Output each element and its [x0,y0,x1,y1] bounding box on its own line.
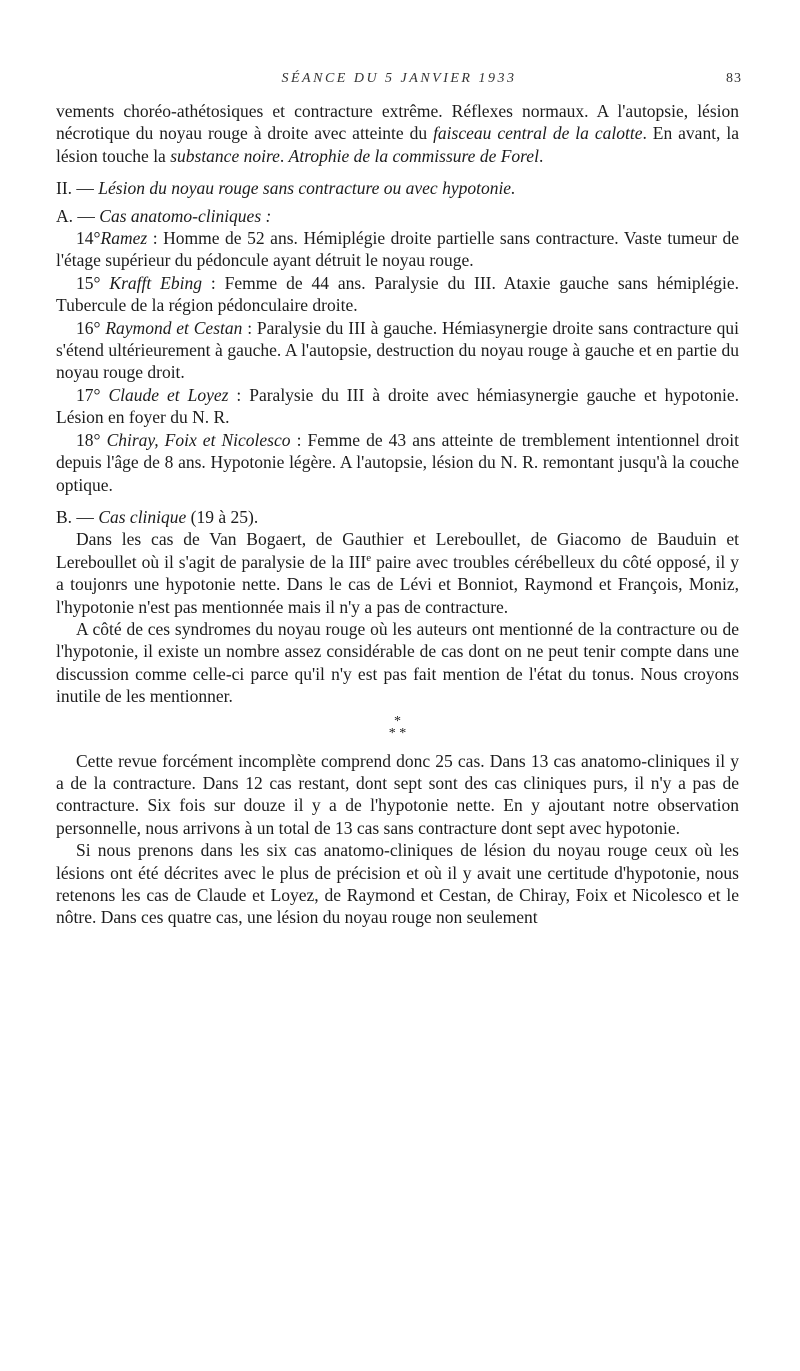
superscript: e [366,551,372,564]
section-heading-ii [56,177,739,199]
case-14 [56,227,739,272]
running-title: SÉANCE DU 5 JANVIER 1933 [281,71,517,86]
text-run: . [279,145,289,166]
case-18 [56,429,739,496]
subsection-heading-b [56,506,739,528]
subsection-title: Cas clinique [98,506,187,527]
body-text [56,100,739,929]
asterism-top: * [394,713,401,729]
asterism-bottom: * * [388,725,407,741]
text-run: vements choréo-athétosiques et contracture extrême. Réflexes normaux. A l'autopsie, lésion nécrotique du noyau rouge à droite avec atteinte du [56,101,739,144]
paragraph-clinical-cases [56,528,739,618]
case-number: 17° [76,384,109,405]
case-text: : Femme de 44 ans. Paralysie du III. Ataxie gauche sans hémiplégie. Tubercule de la région pédonculaire droite. [56,272,740,316]
case-text: : Femme de 43 ans atteinte de tremblement intentionnel droit depuis l'âge de 8 ans. Hypotonie légère. A l'autopsie, lésion du N. R. remontant jusqu'à la couche optique. [56,429,739,495]
section-number: II. — [56,178,99,199]
text-run: Dans les cas de Van Bogaert, de Gauthier et Lereboullet, de Giacomo de Bauduin et Lereboullet où il s'agit de paralysie de la III [56,529,739,572]
paragraph-review-summary: Cette revue forcément incomplète comprend donc 25 cas. Dans 13 cas anatomo-cliniques il y a de la contracture. Dans 12 cas restant, dont sept sont des cas cliniques purs, il n'y a pas de contracture. Six fois sur douze il y a de l'hypotonie nette. En y ajoutant notre observation personnelle, nous arrivons à un total de 13 cas sans contracture dont sept avec hypotonie. [56,750,739,838]
italic-term: faisceau central de la calotte [433,123,643,144]
case-author: Ramez [100,228,148,249]
case-number: 16° [76,317,106,338]
subsection-heading-a [56,205,739,227]
asterism-separator [56,713,739,741]
text-run: . En avant, la lésion touche la [56,123,740,166]
case-author: Chiray, Foix et Nicolesco [106,429,291,450]
section-title: Lésion du noyau rouge sans contracture ou avec hypotonie. [98,178,516,199]
case-text: : Homme de 52 ans. Hémiplégie droite partielle sans contracture. Vaste tumeur de l'étage supérieur du pédoncule ayant détruit le noyau rouge. [56,228,739,271]
italic-term: substance noire [170,145,280,166]
case-author: Krafft Ebing [109,272,202,293]
case-text: : Paralysie du III à droite avec hémiasynergie gauche et hypotonie. Lésion en foyer du N. R. [56,384,739,428]
case-number: 14° [76,228,101,249]
case-number: 15° [76,272,110,293]
text-run: paire avec troubles cérébelleux du côté opposé, il y a toujonrs une hypotonie nette. Dans le cas de Lévi et Bonniot, Raymond et François, Moniz, l'hypotonie n'est pas mentionnée mais il n'y a pas de contracture. [56,551,739,617]
case-17 [56,384,739,429]
italic-term: Atrophie de la commissure de Forel [288,145,539,166]
case-text: : Paralysie du III à gauche. Hémiasynergie droite sans contracture qui s'étend ultérieurement à gauche. A l'autopsie, destruction du noyau rouge à gauche et en partie du noyau rouge droit. [56,317,739,383]
subsection-range: (19 à 25). [186,506,259,527]
case-number: 18° [76,429,107,450]
text-run: . [538,145,544,166]
page-number: 83 [726,71,742,86]
case-author: Raymond et Cestan [105,317,243,338]
case-author: Claude et Loyez [108,384,229,405]
paragraph-other-syndromes: A côté de ces syndromes du noyau rouge où les auteurs ont mentionné de la contracture ou de l'hypotonie, il existe un nombre assez considérable de cas dont on ne peut tenir compte dans une discussion comme celle-ci parce qu'il n'y est pas fait mention de l'état du tonus. Nous croyons inutile de les mentionner. [56,618,739,707]
paragraph-case-13-end [56,100,739,167]
case-16 [56,317,739,384]
paragraph-anatomo-clinical: Si nous prenons dans les six cas anatomo-cliniques de lésion du noyau rouge ceux où les lésions ont été décrites avec le plus de précision et où il y avait une certitude d'hypotonie, nous retenons les cas de Claude et Loyez, de Raymond et Cestan, de Chiray, Foix et Nicolesco et le nôtre. Dans ces quatre cas, une lésion du noyau rouge non seulement [56,840,739,928]
subsection-letter: B. — [56,506,99,527]
subsection-title: Cas anatomo-cliniques : [99,205,272,226]
subsection-letter: A. — [56,205,100,226]
case-15 [56,272,739,317]
